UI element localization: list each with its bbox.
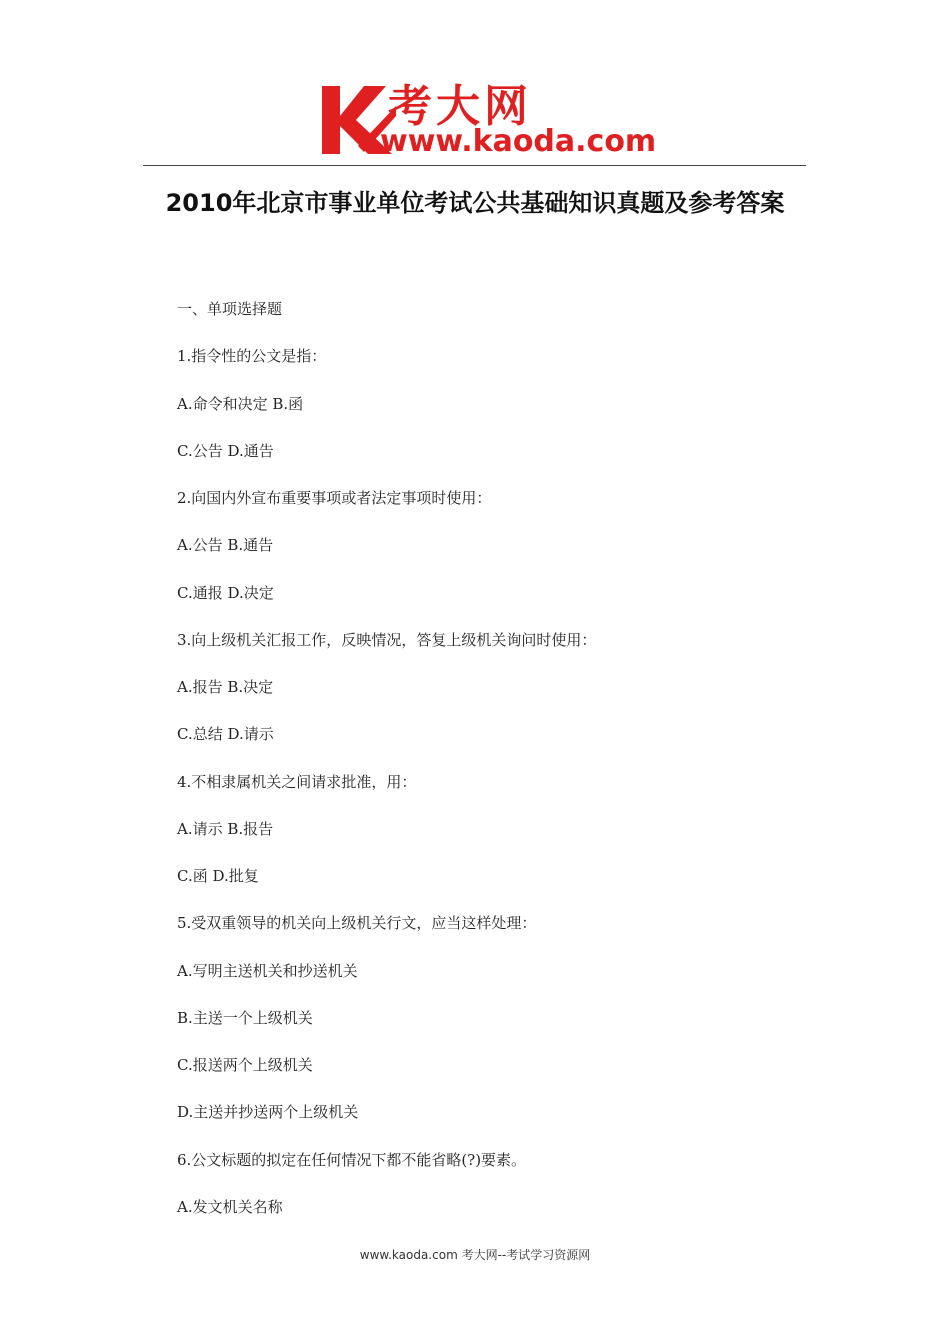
option-line: C.报送两个上级机关 (177, 1056, 313, 1074)
option-line: A.命令和决定 B.函 (177, 394, 304, 413)
section-heading: 一、单项选择题 (177, 300, 283, 318)
option-line: C.通报 D.决定 (177, 583, 274, 602)
option-line: C.总结 D.请示 (177, 725, 274, 744)
question-line: 1.指令性的公文是指： (177, 347, 327, 366)
option-line: C.公告 D.通告 (177, 441, 274, 460)
question-line: 2.向国内外宣布重要事项或者法定事项时使用： (177, 489, 492, 507)
option-line: A.报告 B.决定 (177, 678, 274, 696)
question-line: 5.受双重领导的机关向上级机关行文，应当这样处理： (177, 914, 537, 933)
document-body (177, 293, 817, 1238)
option-line: C.函 D.批复 (177, 867, 259, 885)
question-line: 3.向上级机关汇报工作，反映情况，答复上级机关询问时使用： (177, 630, 597, 649)
option-line: A.请示 B.报告 (177, 819, 274, 838)
header-rule (143, 165, 806, 166)
page-footer: www.kaoda.com 考大网--考试学习资源网 (359, 1248, 591, 1262)
option-line: A.发文机关名称 (177, 1197, 283, 1216)
question-line: 4.不相隶属机关之间请求批准，用： (177, 772, 417, 791)
option-line: D.主送并抄送两个上级机关 (177, 1103, 359, 1122)
kaoda-logo (318, 76, 657, 162)
option-line: A.公告 B.通告 (177, 536, 274, 555)
document-title: 2010年北京市事业单位考试公共基础知识真题及参考答案 (165, 189, 785, 217)
option-line: A.写明主送机关和抄送机关 (177, 961, 358, 980)
logo-brand-url: www.kaoda.com (380, 124, 657, 159)
question-line: 6.公文标题的拟定在任何情况下都不能省略(?)要素。 (177, 1150, 527, 1169)
logo-brand-cn: 考大网 (388, 81, 532, 132)
option-line: B.主送一个上级机关 (177, 1008, 313, 1027)
